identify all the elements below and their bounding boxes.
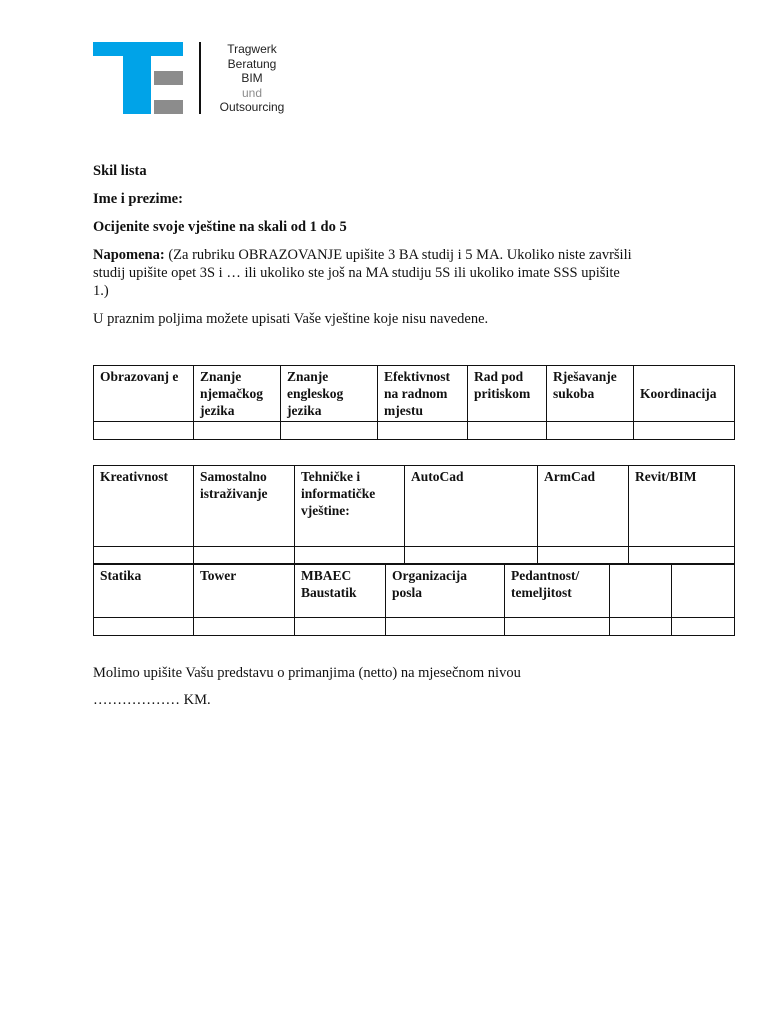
company-logo bbox=[93, 42, 293, 116]
table-header-row bbox=[94, 466, 735, 547]
rating-input-cell[interactable] bbox=[634, 422, 735, 440]
rating-input-cell[interactable] bbox=[194, 422, 281, 440]
table-header-cell: ArmCad bbox=[538, 466, 629, 547]
rating-input-cell[interactable] bbox=[94, 547, 194, 564]
rating-input-cell[interactable] bbox=[547, 422, 634, 440]
note-paragraph bbox=[93, 246, 693, 300]
brand-line: Beratung bbox=[227, 56, 277, 71]
name-label: Ime i prezime: bbox=[93, 191, 183, 207]
rating-input-cell[interactable] bbox=[281, 422, 378, 440]
custom-skill-cell[interactable] bbox=[610, 565, 672, 618]
logo-divider bbox=[199, 42, 201, 114]
table-header-cell: Statika bbox=[94, 565, 194, 618]
logo-e-bar-middle bbox=[154, 71, 183, 85]
table-header-cell: Znanje njemačkog jezika bbox=[194, 366, 281, 422]
document-title: Skil lista bbox=[93, 163, 147, 179]
table-header-cell: Znanje engleskog jezika bbox=[281, 366, 378, 422]
rating-input-cell[interactable] bbox=[468, 422, 547, 440]
table-header-cell: Tower bbox=[194, 565, 295, 618]
table-header-cell: Koordinacija bbox=[634, 366, 735, 422]
custom-skill-cell[interactable] bbox=[672, 565, 735, 618]
table-header-cell: Revit/BIM bbox=[629, 466, 735, 547]
rating-input-cell[interactable] bbox=[94, 618, 194, 636]
rating-input-cell[interactable] bbox=[194, 618, 295, 636]
table-header-cell: Efektivnost na radnom mjestu bbox=[378, 366, 468, 422]
table-header-cell: Organizacija posla bbox=[386, 565, 505, 618]
rating-input-row bbox=[94, 547, 735, 564]
rating-input-row bbox=[94, 618, 735, 636]
logo-e-bar-bottom bbox=[154, 100, 183, 114]
note-line-1 bbox=[93, 246, 693, 264]
rating-input-row bbox=[94, 422, 735, 440]
rating-input-cell[interactable] bbox=[94, 422, 194, 440]
rating-input-cell[interactable] bbox=[386, 618, 505, 636]
table-header-cell: Samostalno istraživanje bbox=[194, 466, 295, 547]
salary-amount-field[interactable]: ……………… KM. bbox=[93, 692, 211, 708]
brand-line: und bbox=[241, 85, 263, 100]
brand-line: Outsourcing bbox=[219, 100, 285, 114]
skills-table-1 bbox=[93, 365, 735, 440]
skills-table-2 bbox=[93, 465, 735, 564]
rating-input-cell[interactable] bbox=[295, 547, 405, 564]
table-header-row bbox=[94, 366, 735, 422]
empty-fields-hint: U praznim poljima možete upisati Vaše vještine koje nisu navedene. bbox=[93, 311, 489, 327]
table-header-cell: Kreativnost bbox=[94, 466, 194, 547]
table-header-cell: Obrazovanj e bbox=[94, 366, 194, 422]
salary-question: Molimo upišite Vašu predstavu o primanjima (netto) na mjesečnom nivou bbox=[93, 665, 521, 681]
rating-input-cell[interactable] bbox=[610, 618, 672, 636]
table-header-cell: Rješavanje sukoba bbox=[547, 366, 634, 422]
rating-input-cell[interactable] bbox=[295, 618, 386, 636]
table-header-row bbox=[94, 565, 735, 618]
rating-input-cell[interactable] bbox=[405, 547, 538, 564]
logo-brand-text bbox=[207, 42, 297, 115]
table-header-cell: AutoCad bbox=[405, 466, 538, 547]
rating-input-cell[interactable] bbox=[538, 547, 629, 564]
table-header-cell: Tehničke i informatičke vještine: bbox=[295, 466, 405, 547]
brand-line: BIM bbox=[241, 71, 263, 85]
note-label: Napomena: bbox=[93, 247, 165, 263]
rating-instruction: Ocijenite svoje vještine na skali od 1 do 5 bbox=[93, 219, 347, 235]
skills-table-3 bbox=[93, 564, 735, 636]
rating-input-cell[interactable] bbox=[194, 547, 295, 564]
rating-input-cell[interactable] bbox=[672, 618, 735, 636]
brand-line: Tragwerk bbox=[227, 42, 277, 56]
table-header-cell: Rad pod pritiskom bbox=[468, 366, 547, 422]
rating-input-cell[interactable] bbox=[629, 547, 735, 564]
rating-input-cell[interactable] bbox=[378, 422, 468, 440]
note-text-1: (Za rubriku OBRAZOVANJE upišite 3 BA studij i 5 MA. Ukoliko niste završili bbox=[168, 247, 632, 263]
table-header-cell: Pedantnost/ temeljitost bbox=[505, 565, 610, 618]
logo-t-stem bbox=[123, 42, 151, 114]
table-header-cell: MBAEC Baustatik bbox=[295, 565, 386, 618]
note-line-2: studij upišite opet 3S i … ili ukoliko ste još na MA studiju 5S ili ukoliko imate SSS upišite bbox=[93, 265, 620, 281]
rating-input-cell[interactable] bbox=[505, 618, 610, 636]
note-line-3: 1.) bbox=[93, 283, 109, 299]
